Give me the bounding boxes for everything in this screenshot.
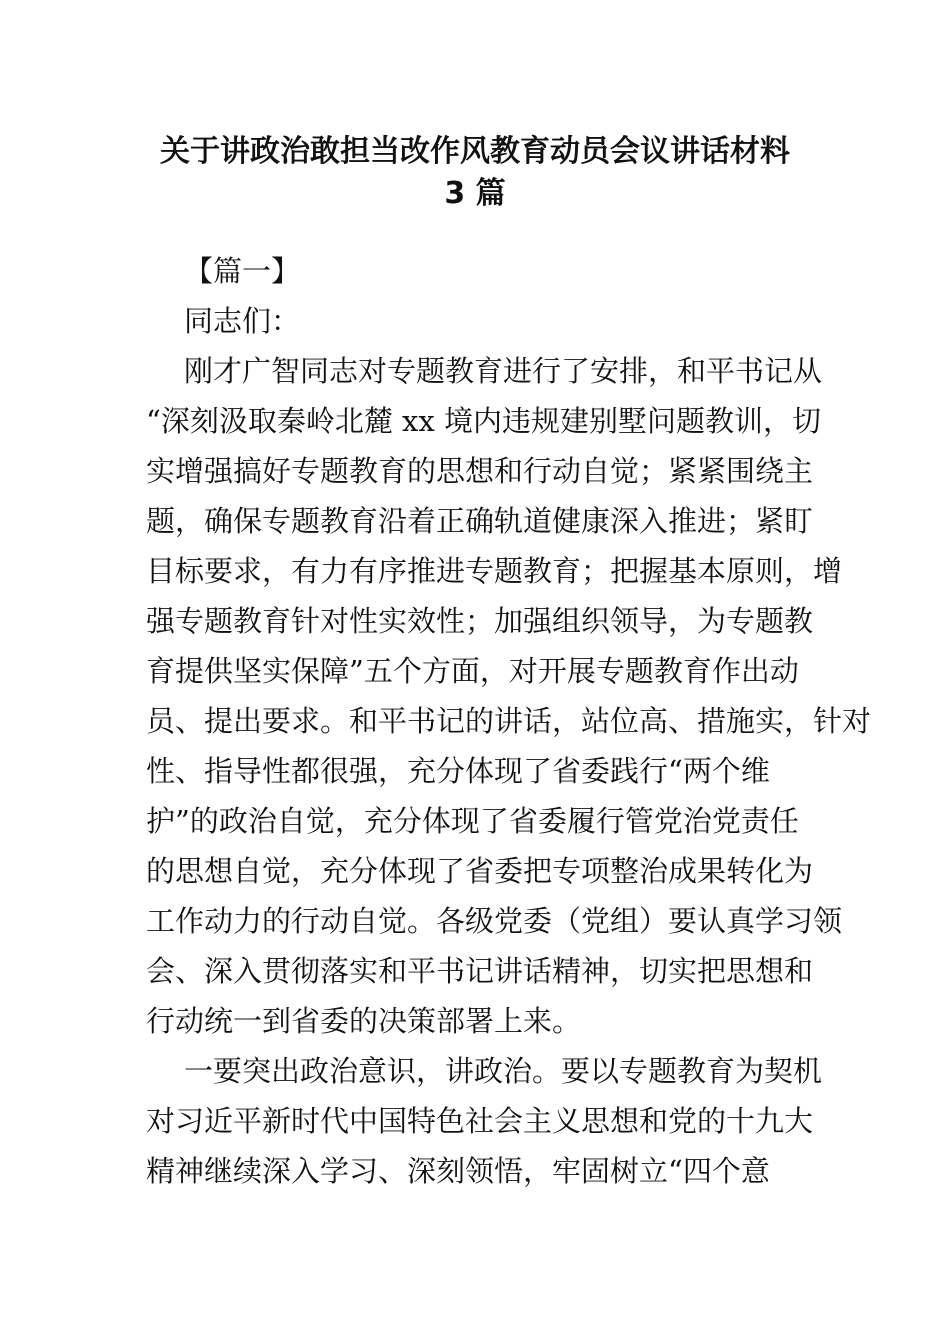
paragraph-line: 性、指导性都很强，充分体现了省委践行“两个维 bbox=[146, 754, 770, 788]
section-heading: 【篇一】 bbox=[184, 254, 301, 288]
paragraph-line: 一要突出政治意识，讲政治。要以专题教育为契机 bbox=[184, 1054, 823, 1088]
paragraph-line: 工作动力的行动自觉。各级党委（党组）要认真学习领 bbox=[146, 904, 843, 938]
document-title-line-2: 3 篇 bbox=[444, 176, 506, 211]
paragraph-1 bbox=[146, 346, 872, 1046]
paragraph-line: 目标要求，有力有序推进专题教育；把握基本原则，增 bbox=[146, 554, 843, 588]
salutation: 同志们： bbox=[184, 304, 301, 338]
paragraph-line: 精神继续深入学习、深刻领悟，牢固树立“四个意 bbox=[146, 1154, 770, 1188]
paragraph-line: 对习近平新时代中国特色社会主义思想和党的十九大 bbox=[146, 1104, 814, 1138]
paragraph-line: 的思想自觉，充分体现了省委把专项整治成果转化为 bbox=[146, 854, 814, 888]
paragraph-line: 育提供坚实保障”五个方面，对开展专题教育作出动 bbox=[146, 654, 799, 688]
paragraph-line: 强专题教育针对性实效性；加强组织领导，为专题教 bbox=[146, 604, 814, 638]
document-body bbox=[146, 246, 872, 1196]
paragraph-line: 员、提出要求。和平书记的讲话，站位高、措施实，针对 bbox=[146, 704, 872, 738]
paragraph-line: 行动统一到省委的决策部署上来。 bbox=[146, 1004, 582, 1038]
document-title-line-1: 关于讲政治敢担当改作风教育动员会议讲话材料 bbox=[160, 134, 790, 169]
paragraph-line: 会、深入贯彻落实和平书记讲话精神，切实把思想和 bbox=[146, 954, 814, 988]
paragraph-line: 护”的政治自觉，充分体现了省委履行管党治党责任 bbox=[146, 804, 799, 838]
paragraph-line: 实增强搞好专题教育的思想和行动自觉；紧紧围绕主 bbox=[146, 454, 814, 488]
paragraph-line: 刚才广智同志对专题教育进行了安排，和平书记从 bbox=[184, 354, 823, 388]
paragraph-line: “深刻汲取秦岭北麓 xx 境内违规建别墅问题教训，切 bbox=[146, 404, 821, 438]
paragraph-2 bbox=[146, 1046, 823, 1196]
paragraph-line: 题，确保专题教育沿着正确轨道健康深入推进；紧盯 bbox=[146, 504, 814, 538]
